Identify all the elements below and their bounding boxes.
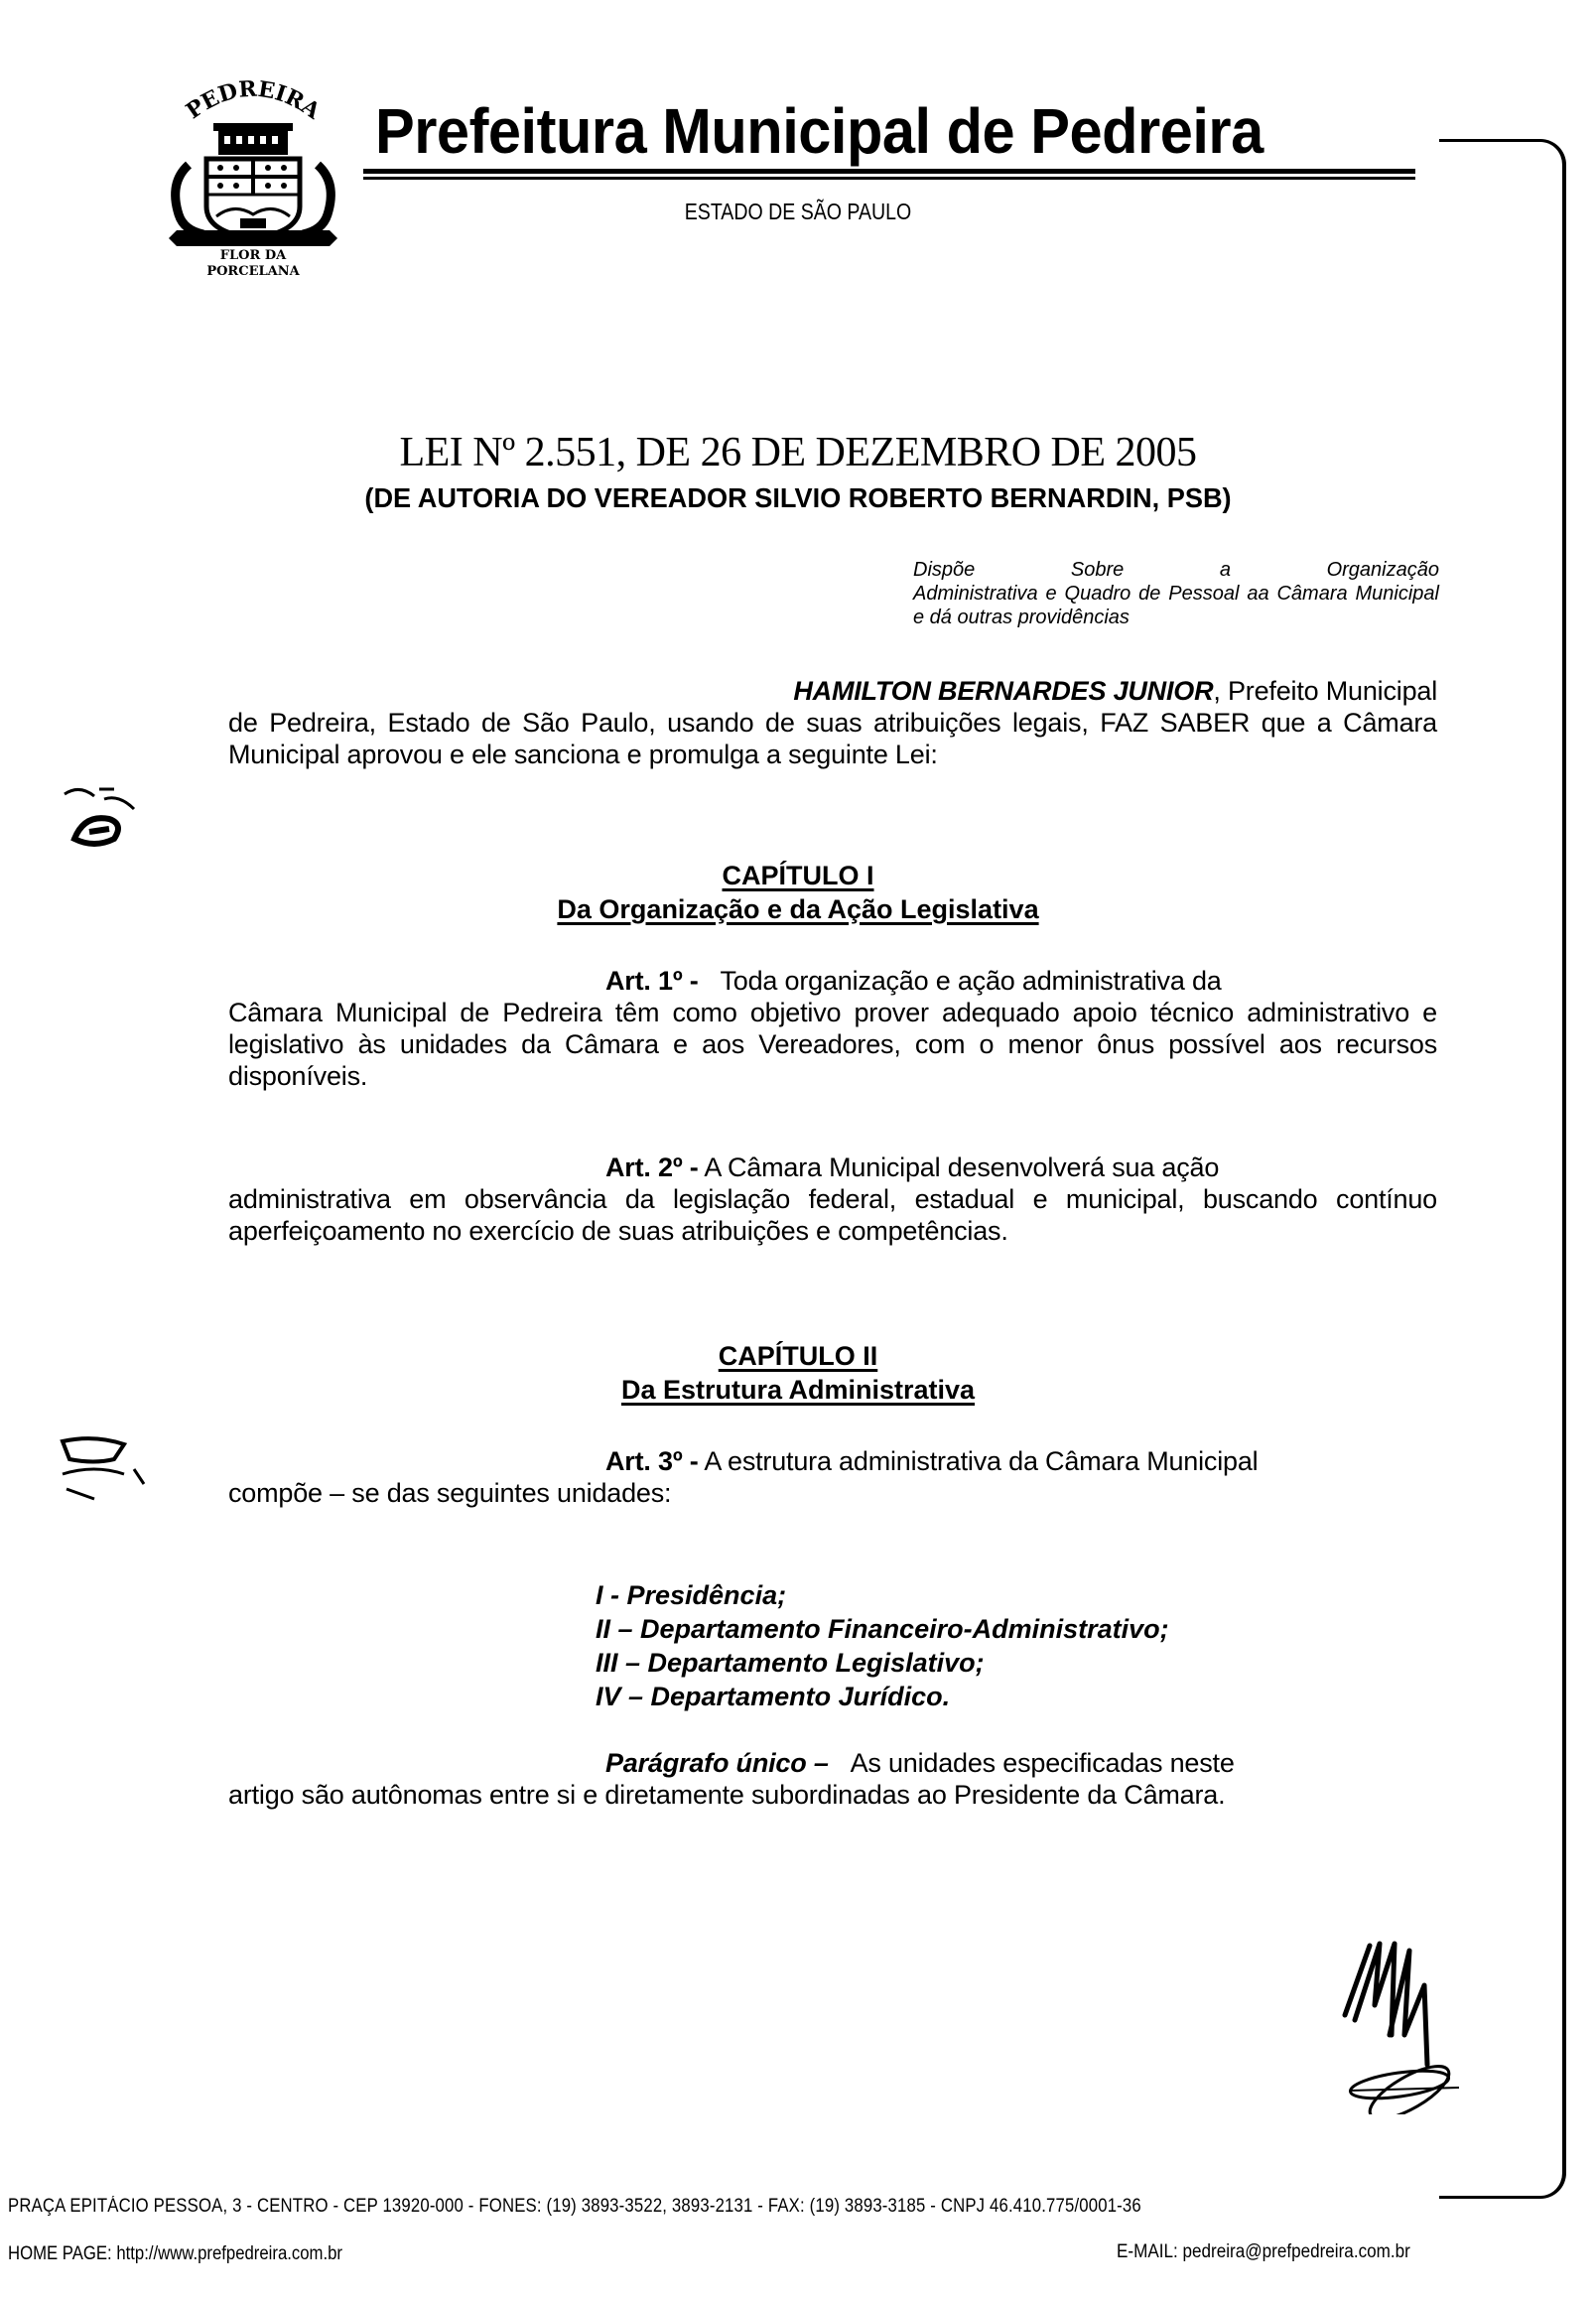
stamp-mark-icon (55, 1429, 154, 1509)
letterhead-rule (363, 177, 1415, 180)
stamp-mark-icon (55, 774, 154, 854)
article-2-label: Art. 2º - (605, 1152, 699, 1182)
footer-address: PRAÇA EPITÁCIO PESSOA, 3 - CENTRO - CEP 13920-000 - FONES: (19) 3893-3522, 3893-2131 - FAX: (19) 3893-3185 - CNPJ 46.410.775/0001-36 (8, 2196, 1141, 2217)
article-1 (228, 965, 1437, 1092)
law-title: LEI Nº 2.551, DE 26 DE DEZEMBRO DE 2005 (399, 430, 1197, 475)
article-1-lead: Toda organização e ação administrativa da (720, 966, 1222, 996)
article-2-body: administrativa em observância da legislação federal, estadual e municipal, buscando contínuo aperfeiçoamento no exercício de suas atribuições e competências. (228, 1184, 1437, 1246)
preamble-body: de Pedreira, Estado de São Paulo, usando de suas atribuições legais, FAZ SABER que a Câmara Municipal aprovou e ele sanciona e promulga a seguinte Lei: (228, 708, 1437, 769)
paragrafo-unico-body: artigo são autônomas entre si e diretamente subordinadas ao Presidente da Câmara. (228, 1780, 1226, 1810)
unit-item: III – Departamento Legislativo; (596, 1648, 985, 1678)
units-list (596, 1578, 1169, 1713)
crest-top-text: PEDREIRA (181, 79, 326, 125)
article-3 (228, 1445, 1437, 1509)
article-2 (228, 1151, 1437, 1247)
chapter-1-label: CAPÍTULO I (722, 861, 874, 890)
preamble-lead-rest: , Prefeito Municipal (1213, 676, 1437, 706)
svg-text:PEDREIRA (182, 79, 326, 125)
article-3-label: Art. 3º - (605, 1446, 699, 1476)
article-3-body: compõe – se das seguintes unidades: (228, 1478, 672, 1508)
letterhead-rule (363, 169, 1415, 174)
chapter-2-label: CAPÍTULO II (718, 1341, 878, 1371)
crest-bottom-text-2: PORCELANA (206, 264, 300, 279)
crest-bottom-text-1: FLOR DA (219, 248, 287, 263)
paragrafo-unico (228, 1747, 1437, 1811)
preamble (228, 675, 1437, 770)
ementa-line-1: Dispõe Sobre a Organização (913, 559, 1439, 581)
signature-icon (1330, 1926, 1479, 2114)
unit-item: IV – Departamento Jurídico. (596, 1682, 951, 1711)
mayor-name: HAMILTON BERNARDES JUNIOR (793, 676, 1214, 706)
law-ementa (913, 558, 1439, 629)
unit-item: II – Departamento Financeiro-Administrativo; (596, 1614, 1169, 1644)
paragrafo-unico-lead: As unidades especificadas neste (850, 1748, 1235, 1778)
chapter-1-title: Da Organização e da Ação Legislativa (557, 894, 1039, 924)
letterhead-subtitle: ESTADO DE SÃO PAULO (684, 199, 912, 224)
chapter-2-title: Da Estrutura Administrativa (620, 1375, 976, 1405)
paragrafo-unico-label: Parágrafo único – (605, 1748, 829, 1778)
letterhead-title: Prefeitura Municipal de Pedreira (375, 95, 1264, 167)
article-3-lead: A estrutura administrativa da Câmara Municipal (704, 1446, 1259, 1476)
article-2-lead: A Câmara Municipal desenvolverá sua ação (704, 1152, 1220, 1182)
unit-item: I - Presidência; (596, 1580, 787, 1610)
article-1-body: Câmara Municipal de Pedreira têm como objetivo prover adequado apoio técnico administrativo e legislativo às unidades da Câmara e aos Vereadores, com o menor ônus possível aos recursos disponíveis. (228, 998, 1437, 1091)
footer-email: E-MAIL: pedreira@prefpedreira.com.br (1117, 2241, 1410, 2262)
ementa-rest: Administrativa e Quadro de Pessoal aa Câmara Municipal e dá outras providências (913, 583, 1439, 628)
law-author: (DE AUTORIA DO VEREADOR SILVIO ROBERTO BERNARDIN, PSB) (364, 482, 1232, 513)
footer-home-page: HOME PAGE: http://www.prefpedreira.com.br (8, 2243, 342, 2264)
article-1-label: Art. 1º - (605, 966, 699, 996)
